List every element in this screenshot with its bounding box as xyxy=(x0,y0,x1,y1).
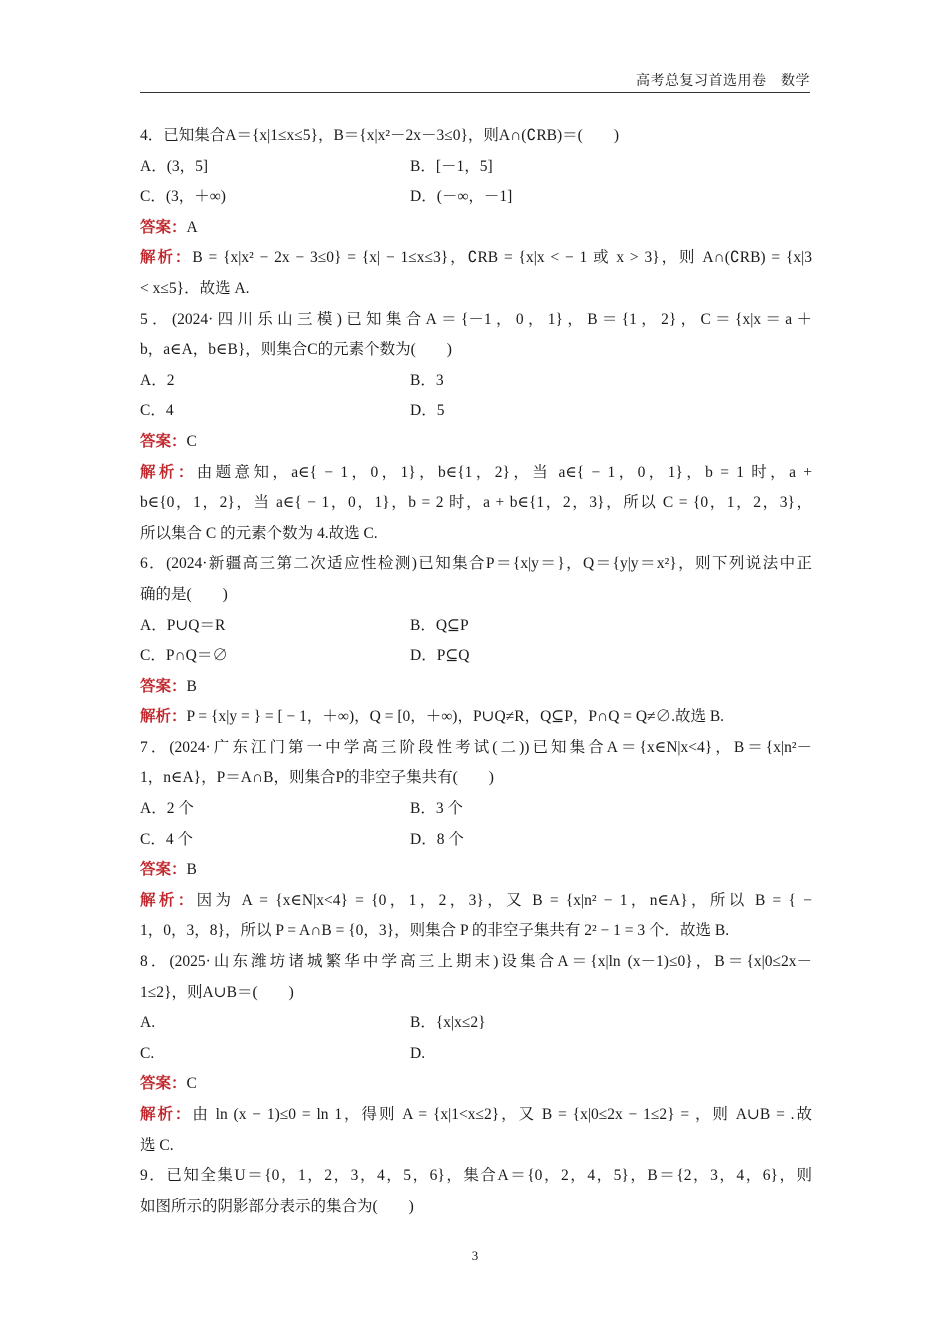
option-d: D．8 个 xyxy=(410,830,464,848)
options-row xyxy=(140,611,812,642)
answer-value: B xyxy=(186,677,197,695)
analysis-line: 1，0，3，8}，所以 P = A∩B = {0，3}，则集合 P 的非空子集共有 2² − 1 = 3 个．故选 B. xyxy=(140,922,730,940)
answer-label: 答案： xyxy=(140,432,187,450)
options-row xyxy=(140,641,812,672)
option-a: A. xyxy=(140,1014,156,1032)
question-stem: 7．(2024·广东江门第一中学高三阶段性考试(二))已知集合A＝{x∈N|x<4}，B＝{x|n²－ xyxy=(140,738,812,756)
analysis-text: 由题意知，a∈{ − 1，0，1}，b∈{1，2}，当 a∈{ − 1，0，1}，b = 1 时，a + xyxy=(196,463,812,481)
answer-line xyxy=(140,855,812,886)
question-stem: 8．(2025·山东潍坊诸城繁华中学高三上期末)设集合A＝{x|ln (x－1)≤0}，B＝{x|0≤2x－ xyxy=(140,953,812,971)
question-stem: 1，n∈A}，P＝A∩B，则集合P的非空子集共有( ) xyxy=(140,769,494,787)
analysis-text: 由 ln (x − 1)≤0 = ln 1，得则 A = {x|1<x≤2}，又 B = {x|0≤2x − 1≤2} = ，则 A∪B = .故 xyxy=(192,1106,812,1123)
answer-line xyxy=(140,213,812,244)
analysis-line xyxy=(140,1100,812,1131)
analysis-line xyxy=(140,702,812,733)
question-stem: 1≤2}，则A∪B＝( ) xyxy=(140,983,294,1001)
option-b: B．3 个 xyxy=(410,800,463,818)
options-row xyxy=(140,1039,812,1070)
options-row xyxy=(140,366,812,397)
option-c: C．(3，＋∞) xyxy=(140,188,226,206)
option-a: A．(3，5] xyxy=(140,157,209,175)
answer-line xyxy=(140,672,812,703)
options-row xyxy=(140,396,812,427)
analysis-label: 解析： xyxy=(140,891,197,909)
option-b: B．3 xyxy=(410,371,444,389)
question-stem: 如图所示的阴影部分表示的集合为( ) xyxy=(140,1197,414,1215)
analysis-line xyxy=(140,886,812,917)
answer-line xyxy=(140,1069,812,1100)
page-number: 3 xyxy=(471,1248,479,1263)
options-row xyxy=(140,182,812,213)
option-b: B．{x|x≤2} xyxy=(410,1014,486,1032)
option-b: B．Q⊆P xyxy=(410,616,469,634)
option-a: A．2 xyxy=(140,371,175,389)
analysis-line: 选 C. xyxy=(140,1136,174,1154)
question-stem: 确的是( ) xyxy=(140,585,228,603)
content xyxy=(140,121,812,1222)
answer-label: 答案： xyxy=(140,861,187,879)
analysis-line: < x≤5}．故选 A. xyxy=(140,279,250,297)
analysis-text: P = {x|y = } = [ − 1，＋∞)，Q = [0，＋∞)，P∪Q≠R，Q⊆P，P∩Q = Q≠∅.故选 B. xyxy=(186,708,725,726)
answer-label: 答案： xyxy=(140,677,187,695)
header-rule xyxy=(140,92,810,93)
option-c: C. xyxy=(140,1044,155,1062)
answer-value: B xyxy=(186,861,197,879)
page-header: 高考总复习首选用卷 数学 xyxy=(636,74,810,89)
analysis-text: 因为 A = {x∈N|x<4} = {0，1，2，3}，又 B = {x|n² − 1，n∈A}，所以 B = { − xyxy=(196,891,812,909)
option-d: D．5 xyxy=(410,402,445,420)
option-c: C．P∩Q＝∅ xyxy=(140,647,228,665)
answer-value: C xyxy=(186,1075,197,1093)
options-row xyxy=(140,825,812,856)
question-stem: 5．(2024·四川乐山三模)已知集合A＝{－1，0，1}，B＝{1，2}，C＝{x|x＝a＋ xyxy=(140,310,812,328)
answer-value: C xyxy=(186,432,197,450)
options-row xyxy=(140,1008,812,1039)
question-stem: 6．(2024·新疆高三第二次适应性检测)已知集合P＝{x|y＝}，Q＝{y|y＝x²}，则下列说法中正 xyxy=(140,555,812,573)
options-row xyxy=(140,794,812,825)
option-c: C．4 xyxy=(140,402,174,420)
option-d: D．(－∞，－1] xyxy=(410,188,513,206)
answer-line xyxy=(140,427,812,458)
analysis-text: B = {x|x² − 2x − 3≤0} = {x| − 1≤x≤3}，∁RB = {x|x < − 1 或 x > 3}，则 A∩(∁RB) = {x|3 xyxy=(192,249,812,267)
answer-label: 答案： xyxy=(140,218,187,236)
answer-label: 答案： xyxy=(140,1075,187,1093)
analysis-label: 解析： xyxy=(140,463,197,481)
analysis-label: 解析： xyxy=(140,1106,193,1123)
analysis-line xyxy=(140,243,812,274)
options-row xyxy=(140,152,812,183)
analysis-line xyxy=(140,458,812,489)
analysis-line: b∈{0，1，2}，当 a∈{ − 1，0，1}，b = 2 时，a + b∈{1，2，3}，所以 C = {0，1，2，3}， xyxy=(140,494,812,512)
option-b: B．[－1，5] xyxy=(410,157,493,175)
answer-value: A xyxy=(186,218,198,236)
analysis-label: 解析： xyxy=(140,249,193,267)
analysis-label: 解析： xyxy=(140,708,187,726)
question-stem: b，a∈A，b∈B}，则集合C的元素个数为( ) xyxy=(140,341,452,359)
analysis-line: 所以集合 C 的元素个数为 4.故选 C. xyxy=(140,524,378,542)
question-stem: 4．已知集合A＝{x|1≤x≤5}，B＝{x|x²－2x－3≤0}，则A∩(∁RB)＝( ) xyxy=(140,127,619,144)
option-d: D．P⊆Q xyxy=(410,647,470,665)
option-a: A．P∪Q＝R xyxy=(140,616,226,634)
option-a: A．2 个 xyxy=(140,800,194,818)
option-d: D. xyxy=(410,1044,426,1062)
question-stem: 9．已知全集U＝{0，1，2，3，4，5，6}，集合A＝{0，2，4，5}，B＝{2，3，4，6}，则 xyxy=(140,1167,812,1185)
option-c: C．4 个 xyxy=(140,830,193,848)
